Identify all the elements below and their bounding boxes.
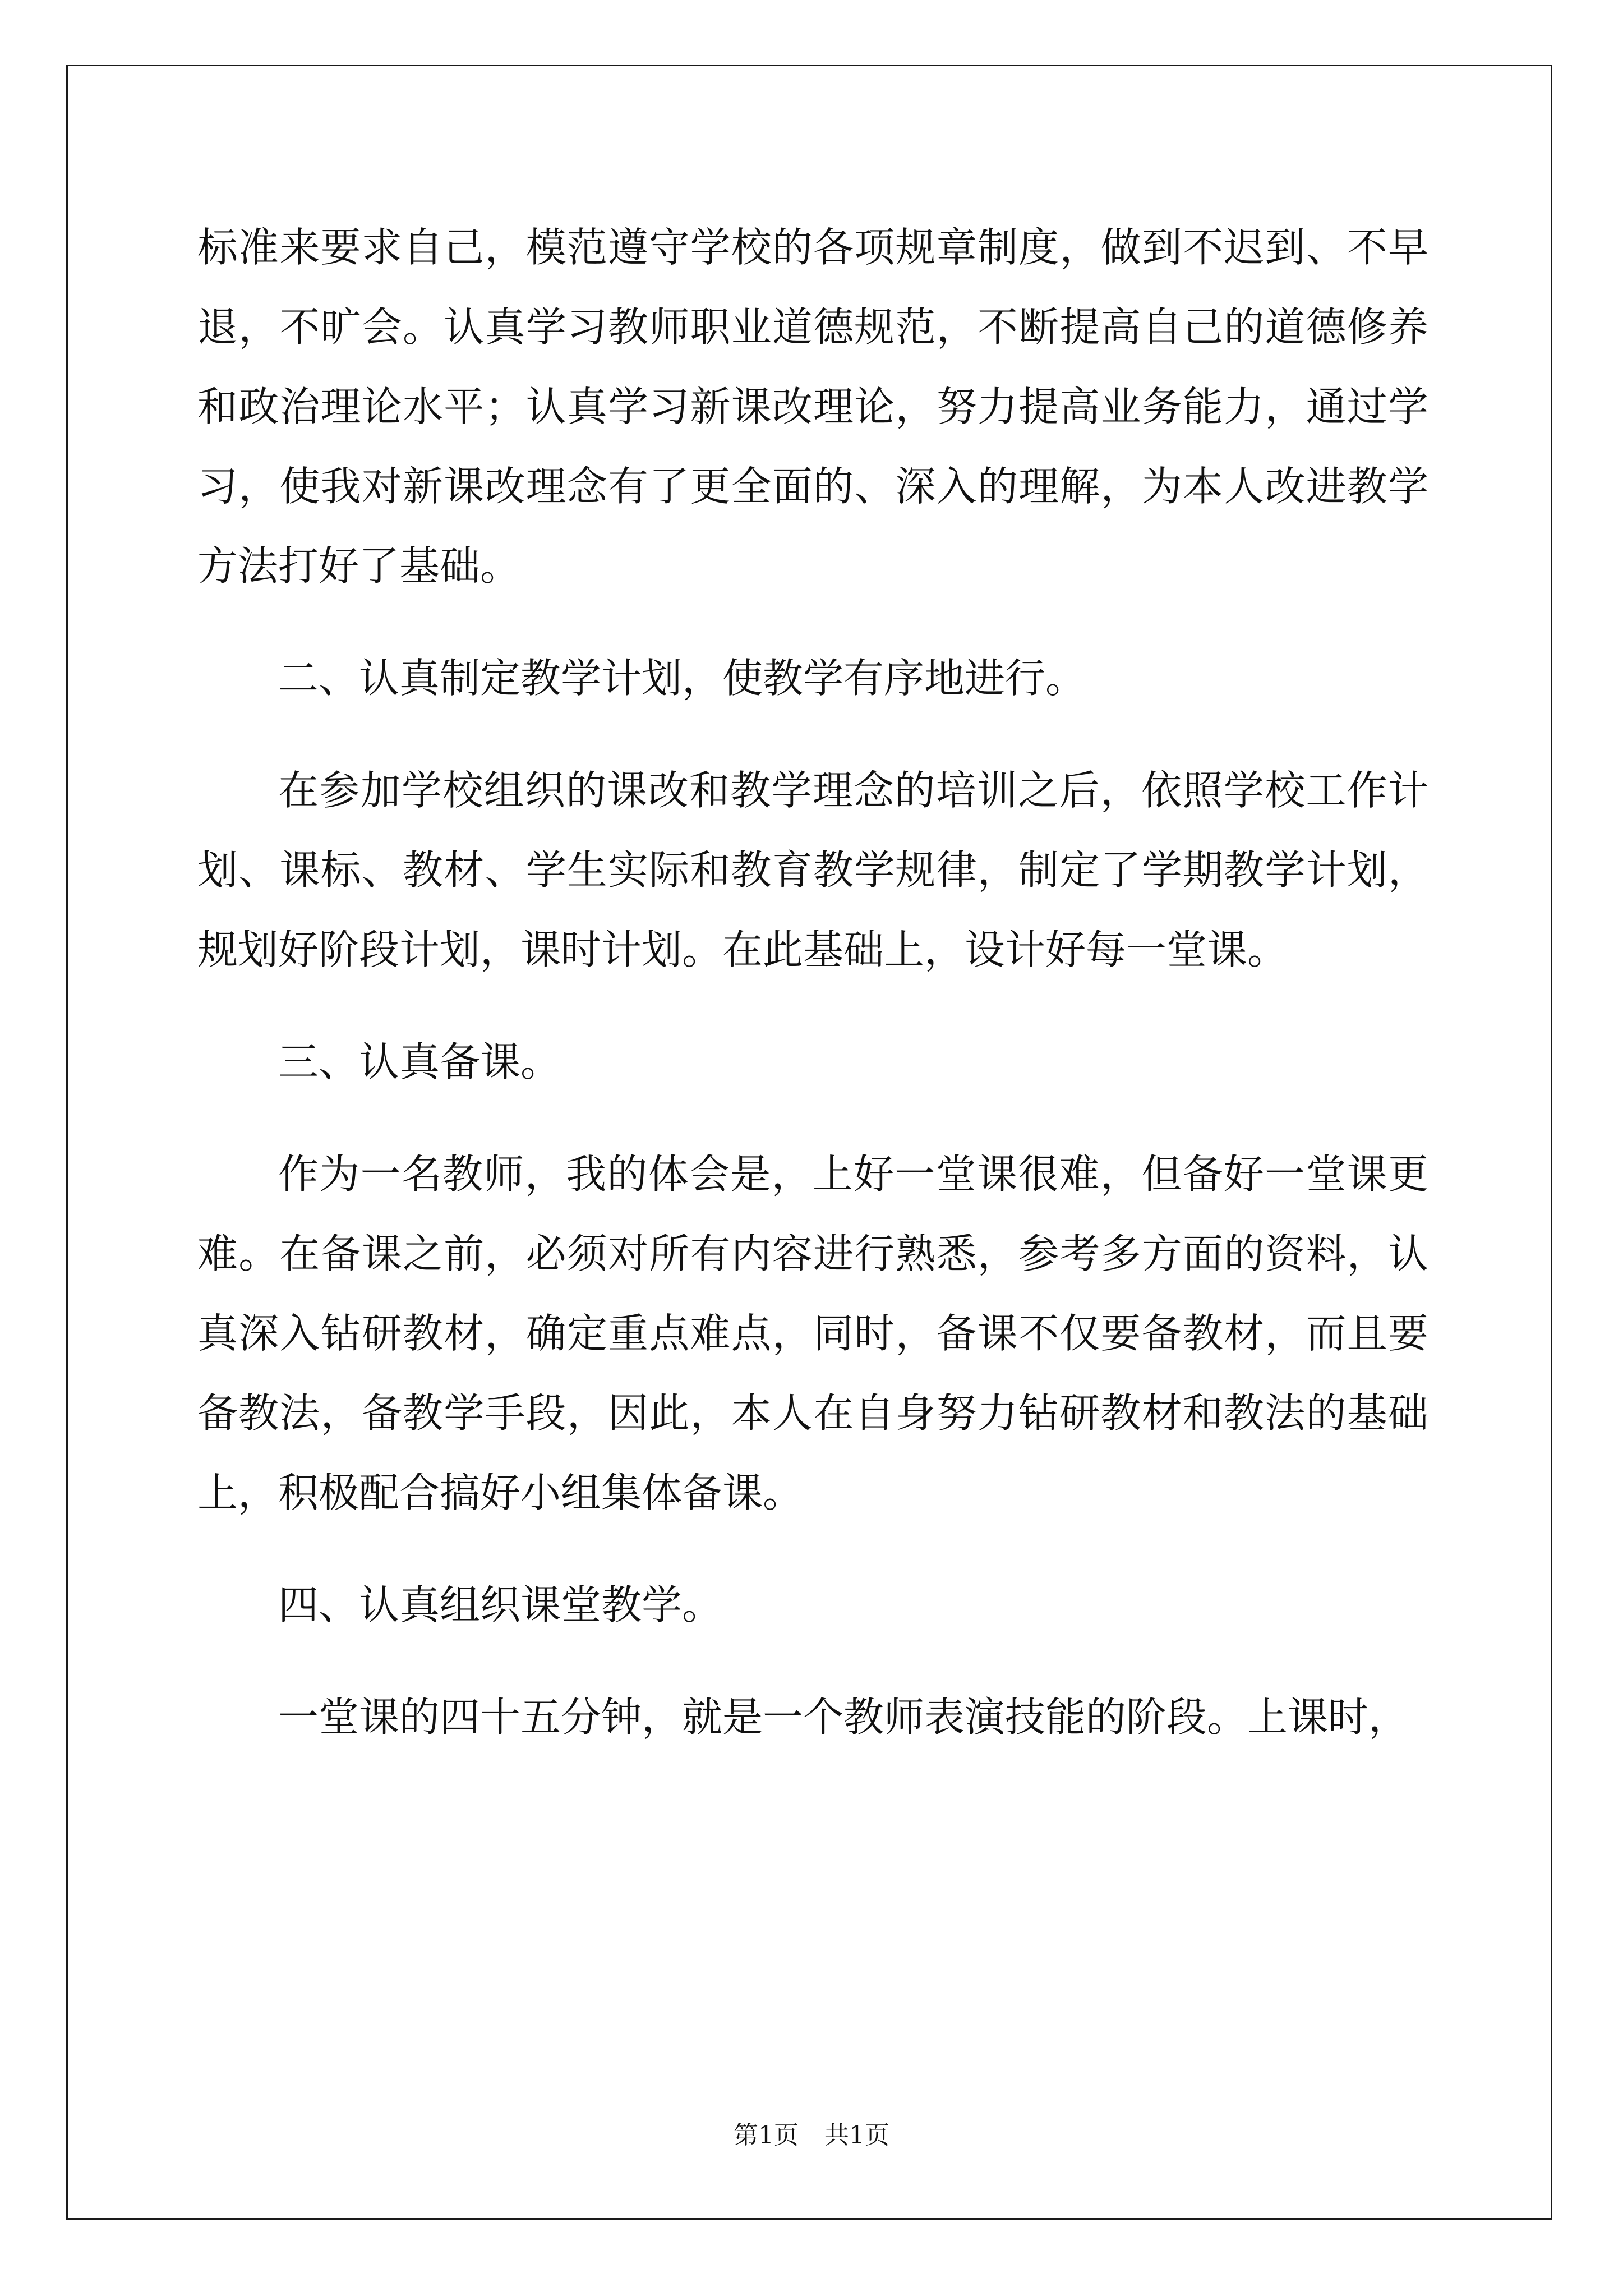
paragraph: 在参加学校组织的课改和教学理念的培训之后，依照学校工作计划、课标、教材、学生实际和教育教学规律，制定了学期教学计划，规划好阶段计划，课时计划。在此基础上，设计好每一堂课。	[197, 767, 1428, 973]
page-total: 共1页	[824, 2121, 889, 2150]
section-heading-4: 四、认真组织课堂教学。	[278, 1581, 723, 1628]
paragraph-continued: 标准来要求自己，模范遵守学校的各项规章制度，做到不迟到、不早退，不旷会。认真学习教师职业道德规范，不断提高自己的道德修养和政治理论水平；认真学习新课改理论，努力提高业务能力，通过学习，使我对新课改理念有了更全面的、深入的理解，为本人改进教学方法打好了基础。	[197, 224, 1428, 590]
paragraph: 作为一名教师，我的体会是，上好一堂课很难，但备好一堂课更难。在备课之前，必须对所有内容进行熟悉，参考多方面的资料，认真深入钻研教材，确定重点难点，同时，备课不仅要备教材，而且要备教法，备教学手段，因此，本人在自身努力钻研教材和教法的基础上，积极配合搞好小组集体备课。	[197, 1151, 1428, 1516]
paragraph: 一堂课的四十五分钟，就是一个教师表演技能的阶段。上课时，	[278, 1694, 1409, 1741]
section-heading-2: 二、认真制定教学计划，使教学有序地进行。	[278, 655, 1086, 702]
page-number: 第1页	[734, 2121, 799, 2150]
page-footer	[0, 2115, 1623, 2151]
document-body	[197, 208, 1428, 1789]
section-heading-3: 三、认真备课。	[278, 1038, 561, 1085]
